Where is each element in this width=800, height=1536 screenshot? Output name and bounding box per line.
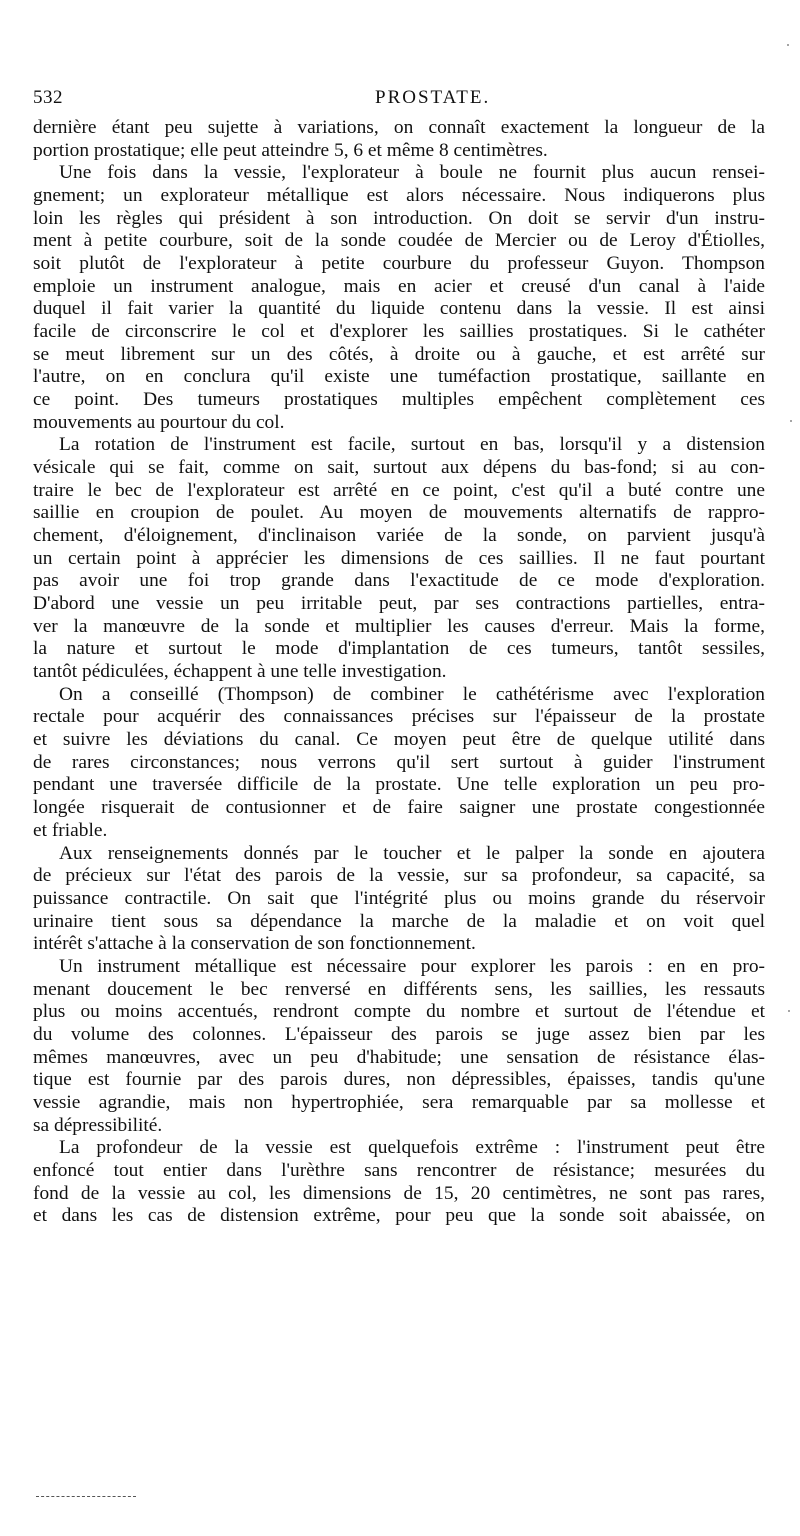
text-line: de précieux sur l'état des parois de la vessie, sur sa profondeur, sa capacité, sa [33,865,765,887]
text-line: se meut librement sur un des côtés, à droite ou à gauche, et est arrêté sur [33,343,765,365]
text-line: rectale pour acquérir des connaissances précises sur l'épaisseur de la prostate [33,706,765,728]
paragraph [33,162,765,434]
text-line: un certain point à apprécier les dimensions de ces saillies. Il ne faut pourtant [33,547,765,569]
text-line: emploie un instrument analogue, mais en acier et creusé d'un canal à l'aide [33,275,765,297]
text-line: menant doucement le bec renversé en différents sens, les saillies, les ressauts [33,978,765,1000]
text-line: portion prostatique; elle peut atteindre 5, 6 et même 8 centimètres. [33,139,548,161]
text-line: saillie en croupion de poulet. Au moyen de mouvements alternatifs de rappro- [33,502,765,524]
page-number: 532 [33,87,63,108]
text-line: vessie agrandie, mais non hypertrophiée, sera remarquable par sa mollesse et [33,1091,765,1113]
text-line: du volume des colonnes. L'épaisseur des parois se juge assez bien par les [33,1023,765,1045]
text-line: longée risquerait de contusionner et de faire saigner une prostate congestionnée [33,797,765,819]
text-line: et suivre les déviations du canal. Ce moyen peut être de quelque utilité dans [33,729,765,751]
paragraph [33,1137,765,1228]
text-line: et friable. [33,819,108,841]
text-line: soit plutôt de l'explorateur à petite courbure du professeur Guyon. Thompson [33,253,765,275]
text-line: tique est fournie par des parois dures, non dépressibles, épaisses, tandis qu'une [33,1069,765,1091]
body-text [33,117,765,1228]
text-line: La rotation de l'instrument est facile, surtout en bas, lorsqu'il y a distension [59,434,765,456]
text-line: gnement; un explorateur métallique est alors nécessaire. Nous indiquerons plus [33,185,765,207]
text-line: duquel il fait varier la quantité du liquide contenu dans la vessie. Il est ainsi [33,298,765,320]
text-line: intérêt s'attache à la conservation de son fonctionnement. [33,933,476,955]
text-line: et dans les cas de distension extrême, pour peu que la sonde soit abaissée, on [33,1205,765,1227]
text-line: dernière étant peu sujette à variations, on connaît exactement la longueur de la [33,117,765,138]
text-line: ce point. Des tumeurs prostatiques multiples empêchent complètement ces [33,389,765,411]
paragraph [33,434,765,683]
text-line: Un instrument métallique est nécessaire pour explorer les parois : en en pro- [59,955,765,977]
text-line: loin les règles qui président à son introduction. On doit se servir d'un instru- [33,207,765,229]
paragraph [33,117,765,162]
paragraph [33,956,765,1137]
text-line: La profondeur de la vessie est quelquefois extrême : l'instrument peut être [59,1137,765,1159]
page-header [33,87,769,117]
text-line: vésicale qui se fait, comme on sait, surtout aux dépens du bas-fond; si au con- [33,457,765,479]
text-line: tantôt pédiculées, échappent à une telle investigation. [33,661,447,683]
footer-signature-rule [36,1496,136,1497]
paragraph [33,684,765,843]
text-line: chement, d'éloignement, d'inclinaison variée de la sonde, on parvient jusqu'à [33,525,765,547]
edge-speck [788,1010,790,1012]
text-line: facile de circonscrire le col et d'explorer les saillies prostatiques. Si le cathéter [33,321,765,343]
text-line: urinaire tient sous sa dépendance la marche de la maladie et on voit quel [33,910,765,932]
text-line: sa dépressibilité. [33,1114,163,1136]
text-line: fond de la vessie au col, les dimensions de 15, 20 centimètres, ne sont pas rares, [33,1182,765,1204]
text-line: puissance contractile. On sait que l'intégrité plus ou moins grande du réservoir [33,887,765,909]
text-line: Aux renseignements donnés par le toucher et le palper la sonde en ajoutera [59,842,765,864]
text-line: pas avoir une foi trop grande dans l'exactitude de ce mode d'exploration. [33,570,765,592]
running-title: PROSTATE. [375,87,491,108]
text-line: mouvements au pourtour du col. [33,411,285,433]
text-line: On a conseillé (Thompson) de combiner le cathétérisme avec l'exploration [59,683,765,705]
text-line: ver la manœuvre de la sonde et multiplier les causes d'erreur. Mais la forme, [33,615,765,637]
edge-speck [790,420,792,422]
text-line: enfoncé tout entier dans l'urèthre sans rencontrer de résistance; mesurées du [33,1159,765,1181]
text-line: mêmes manœuvres, avec un peu d'habitude; une sensation de résistance élas- [33,1046,765,1068]
text-line: de rares circonstances; nous verrons qu'il sert surtout à guider l'instrument [33,751,765,773]
text-line: pendant une traversée difficile de la prostate. Une telle exploration un peu pro- [33,774,765,796]
text-line: ment à petite courbure, soit de la sonde coudée de Mercier ou de Leroy d'Étiolles, [33,230,765,252]
text-line: traire le bec de l'explorateur est arrêté en ce point, c'est qu'il a buté contre une [33,479,765,501]
text-line: Une fois dans la vessie, l'explorateur à boule ne fournit plus aucun rensei- [59,162,765,184]
text-line: plus ou moins accentués, rendront compte du nombre et surtout de l'étendue et [33,1001,765,1023]
text-line: l'autre, on en conclura qu'il existe une tuméfaction prostatique, saillante en [33,366,765,388]
text-line: D'abord une vessie un peu irritable peut, par ses contractions partielles, entra- [33,593,765,615]
edge-speck [787,44,789,46]
paragraph [33,843,765,956]
text-line: la nature et surtout le mode d'implantation de ces tumeurs, tantôt sessiles, [33,638,765,660]
